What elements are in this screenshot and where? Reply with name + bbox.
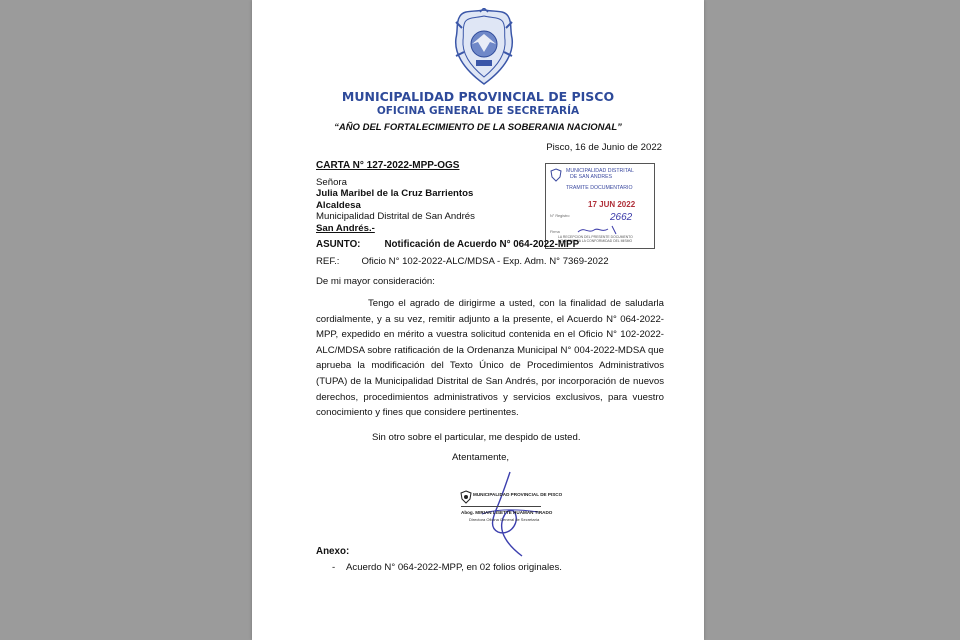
office-name: OFICINA GENERAL DE SECRETARÍA [376,105,580,117]
municipal-seal-icon [452,8,516,86]
signature-seal-icon [460,490,472,504]
recipient-salutation: Señora [316,177,347,188]
recipient-block [316,177,475,234]
recipient-institution: Municipalidad Distrital de San Andrés [316,211,475,223]
letter-reference-number: CARTA N° 127-2022-MPP-OGS [316,160,460,171]
signer-role: Directora Oficina General de Secretaría [469,517,540,522]
stamp-signature-label: Firma [550,230,560,234]
reference-line [316,256,609,267]
letter-page [252,0,704,640]
annex-item-text: Acuerdo N° 064-2022-MPP, en 02 folios originales. [346,562,562,573]
stamp-line-2: DE SAN ANDRES [570,174,613,180]
motto: “AÑO DEL FORTALECIMIENTO DE LA SOBERANIA NACIONAL” [334,122,622,133]
closing-line: Sin otro sobre el particular, me despido de usted. [372,432,581,443]
signer-name: Abog. MIRIAN LISETTE HUAMAN TIRADO [461,510,553,515]
annex-label: Anexo: [316,546,350,557]
stamp-registry-label: N° Registro [550,214,570,218]
signature-stamp-org: MUNICIPALIDAD PROVINCIAL DE PISCO [473,492,563,497]
reference-label: REF.: [316,256,340,267]
subject-value: Notificación de Acuerdo N° 064-2022-MPP [384,239,580,250]
recipient-name: Julia Maribel de la Cruz Barrientos [316,188,474,200]
stamp-note-1: LA RECEPCION DEL PRESENTE DOCUMENTO [558,235,633,239]
signature-rule [461,506,541,507]
stamp-date: 17 JUN 2022 [588,200,636,209]
organization-name: MUNICIPALIDAD PROVINCIAL DE PISCO [341,89,615,104]
recipient-city: San Andrés.- [316,222,375,234]
subject-label: ASUNTO: [316,239,361,250]
stamp-seal-icon [550,168,562,182]
annex-bullet: - [332,562,336,573]
letter-body [316,296,664,421]
stamp-line-3: TRAMITE DOCUMENTARIO [566,185,633,191]
subject-line [316,239,579,250]
greeting: De mi mayor consideración: [316,276,435,287]
farewell: Atentamente, [452,452,510,463]
reference-value: Oficio N° 102-2022-ALC/MDSA - Exp. Adm. N° 7369-2022 [361,256,609,267]
handwritten-signature [452,470,562,560]
recipient-title: Alcaldesa [316,199,361,211]
letter-date: Pisco, 16 de Junio de 2022 [546,142,662,153]
body-paragraph: Tengo el agrado de dirigirme a usted, con la finalidad de saludarla cordialmente, y a su vez, remitir adjunto a la presente, el Acuerdo N° 064-2022-MPP, expedido en mérito a vuestra solicitud contenida en el Oficio N° 102-2022-ALC/MDSA sobre ratificación de la Ordenanza Municipal N° 004-2022-MDSA que aprueba la modificación del Texto Único de Procedimientos Administrativos (TUPA) de la Municipalidad Distrital de San Andrés, por incorporación de nuevos derechos, procedimientos administrativos y servicios exclusivos, para vuestro conocimiento y fines que considere pertinentes. [316,298,664,419]
received-stamp [545,163,655,249]
stamp-registry-number: 2662 [610,212,633,223]
stamp-note-2: NO SIGNIFICA LA CONFORMIDAD DEL MISMO [558,239,633,243]
stamp-line-1: MUNICIPALIDAD DISTRITAL [566,168,634,174]
annex-item [332,562,562,573]
